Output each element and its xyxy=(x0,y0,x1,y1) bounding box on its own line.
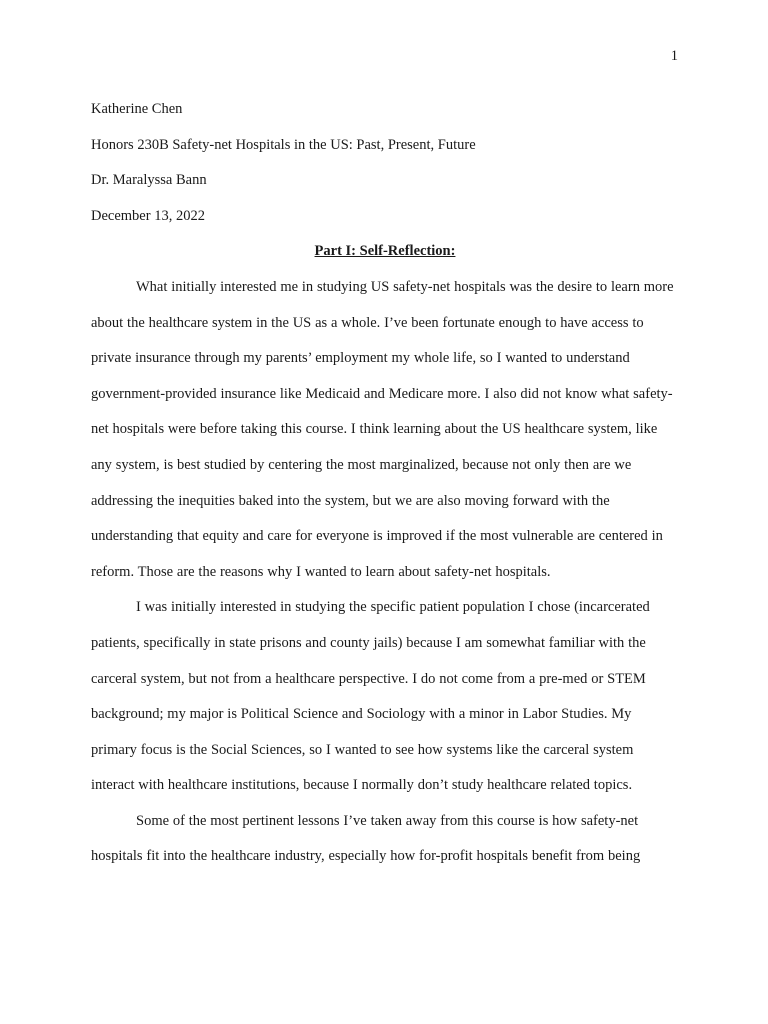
document-body xyxy=(91,92,679,875)
course-title: Honors 230B Safety-net Hospitals in the US: Past, Present, Future xyxy=(91,136,476,153)
section-title: Part I: Self-Reflection: xyxy=(314,243,456,260)
document-date: December 13, 2022 xyxy=(91,207,205,224)
page-number: 1 xyxy=(670,48,678,64)
author-name: Katherine Chen xyxy=(91,101,183,117)
instructor-name: Dr. Maralyssa Bann xyxy=(91,172,207,189)
paragraph-3: Some of the most pertinent lessons I’ve taken away from this course is how safety-net hospitals fit into the healthcare industry, especially how for-profit hospitals benefit from being xyxy=(91,812,641,865)
paragraph-2: I was initially interested in studying the specific patient population I chose (incarcerated patients, specifically in state prisons and county jails) because I am somewhat familiar with the carceral system, but not from a healthcare perspective. I do not come from a pre-med or STEM background; my major is Political Science and Sociology with a minor in Labor Studies. My primary focus is the Social Sciences, so I wanted to see how systems like the carceral system interact with healthcare institutions, because I normally don’t study healthcare related topics. xyxy=(91,599,650,794)
paragraph-1: What initially interested me in studying US safety-net hospitals was the desire to learn more about the healthcare system in the US as a whole. I’ve been fortunate enough to have access to private insurance through my parents’ employment my whole life, so I wanted to understand government-provided insurance like Medicaid and Medicare more. I also did not know what safety-net hospitals were before taking this course. I think learning about the US healthcare system, like any system, is best studied by centering the most marginalized, because not only then are we addressing the inequities baked into the system, but we are also moving forward with the understanding that equity and care for everyone is improved if the most vulnerable are centered in reform. Those are the reasons why I wanted to learn about safety-net hospitals. xyxy=(91,278,674,580)
